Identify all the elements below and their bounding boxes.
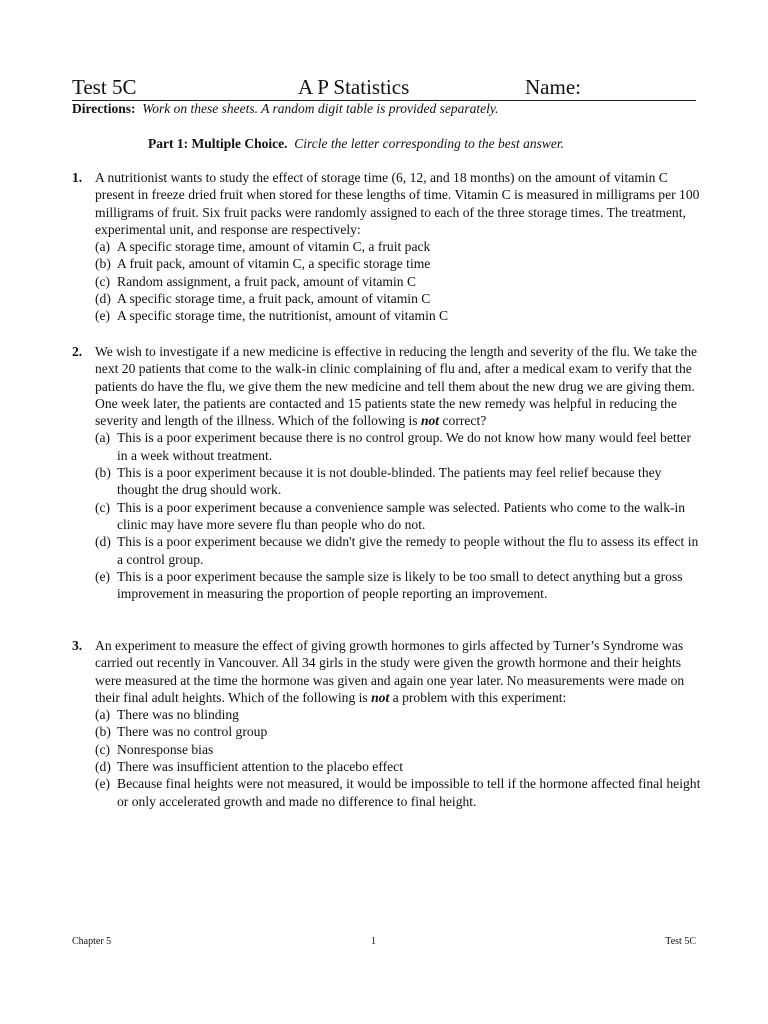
option-text: This is a poor experiment because the sample size is likely to be too small to detect anything but a gross improvement in measuring the proportion of people reporting an improvement. xyxy=(117,568,683,602)
footer-test-label: Test 5C xyxy=(665,936,696,947)
question-stem xyxy=(95,637,702,706)
answer-options xyxy=(95,238,702,324)
option-text: Random assignment, a fruit pack, amount of vitamin C xyxy=(117,273,417,289)
option-d[interactable] xyxy=(95,533,702,568)
course-title: A P Statistics xyxy=(298,75,410,99)
option-e[interactable] xyxy=(95,568,702,603)
option-a[interactable] xyxy=(95,429,702,464)
option-b[interactable] xyxy=(95,255,702,272)
option-c[interactable] xyxy=(95,741,702,758)
answer-options xyxy=(95,429,702,602)
test-label: Test 5C xyxy=(72,75,137,99)
option-letter: (d) xyxy=(95,534,111,550)
option-c[interactable] xyxy=(95,499,702,534)
option-e[interactable] xyxy=(95,775,702,810)
question-number: 1. xyxy=(72,170,83,185)
option-text: There was insufficient attention to the placebo effect xyxy=(117,759,403,775)
question-3 xyxy=(72,637,702,810)
option-letter: (c) xyxy=(95,741,111,757)
question-number: 2. xyxy=(72,344,83,359)
option-a[interactable] xyxy=(95,238,702,255)
option-a[interactable] xyxy=(95,706,702,723)
option-text: This is a poor experiment because there is no control group. We do not know how many would feel better in a week without treatment. xyxy=(117,430,691,463)
footer-chapter: Chapter 5 xyxy=(72,936,112,947)
stem-text: An experiment to measure the effect of giving growth hormones to girls affected by Turner’s Syndrome was carried out recently in Vancouver. All 34 girls in the study were given the growth hormone and their heights were measured at the time the hormone was given and again one year later. No measurements were made on their final adult heights. Which of the following is xyxy=(95,638,685,705)
option-text: Because final heights were not measured, it would be impossible to tell if the hormone affected final height or only accelerated growth and made no difference to final height. xyxy=(117,776,701,809)
part-heading xyxy=(148,135,708,152)
option-letter: (b) xyxy=(95,256,111,272)
option-text: A specific storage time, a fruit pack, amount of vitamin C xyxy=(117,291,431,307)
option-text: There was no blinding xyxy=(117,707,239,723)
option-b[interactable] xyxy=(95,464,702,499)
option-b[interactable] xyxy=(95,723,702,740)
option-text: This is a poor experiment because it is not double-blinded. The patients may feel relief because they thought the drug should work. xyxy=(117,465,662,498)
option-letter: (a) xyxy=(95,707,111,723)
option-letter: (b) xyxy=(95,724,111,740)
option-text: A specific storage time, amount of vitamin C, a fruit pack xyxy=(117,239,431,255)
question-stem: A nutritionist wants to study the effect of storage time (6, 12, and 18 months) on the amount of vitamin C present in freeze dried fruit when stored for these lengths of time. Vitamin C is measured in milligrams per 100 milligrams of fruit. Six fruit packs were randomly assigned to each of the three storage times. The treatment, experimental unit, and response are respectively: xyxy=(95,170,700,237)
option-text: This is a poor experiment because we didn't give the remedy to people without the flu to assess its effect in a control group. xyxy=(117,534,699,567)
stem-text: We wish to investigate if a new medicine is effective in reducing the length and severity of the flu. We take the next 20 patients that come to the walk-in clinic complaining of flu and, after a medical exam to verify that the patients do have the flu, we give them the new medicine and tell them about the new drug we are giving them. One week later, the patients are contacted and 15 patients state the new remedy was helpful in reducing the severity and length of the illness. Which of the following is xyxy=(95,344,698,429)
option-c[interactable] xyxy=(95,273,702,290)
stem-text-end: a problem with this experiment: xyxy=(389,689,567,705)
option-d[interactable] xyxy=(95,290,702,307)
directions-text: Work on these sheets. A random digit table is provided separately. xyxy=(142,101,499,116)
question-1 xyxy=(72,169,702,325)
directions xyxy=(72,100,702,117)
stem-emphasis: not xyxy=(420,413,440,429)
option-d[interactable] xyxy=(95,758,702,775)
question-2 xyxy=(72,343,702,602)
part-instruction: Circle the letter corresponding to the best answer. xyxy=(294,136,564,151)
option-text: A specific storage time, the nutritionist, amount of vitamin C xyxy=(117,308,449,324)
option-letter: (a) xyxy=(95,430,111,446)
question-number: 3. xyxy=(72,638,83,653)
question-stem xyxy=(95,343,702,429)
option-letter: (d) xyxy=(95,759,111,775)
page-number: 1 xyxy=(371,936,376,947)
option-e[interactable] xyxy=(95,307,702,324)
name-label: Name: xyxy=(525,75,581,99)
part-label: Part 1: Multiple Choice. xyxy=(148,136,288,151)
option-letter: (e) xyxy=(95,776,111,792)
page-footer xyxy=(72,935,696,949)
page-header xyxy=(72,74,696,101)
option-text: Nonresponse bias xyxy=(117,741,214,757)
option-letter: (d) xyxy=(95,291,111,307)
option-letter: (c) xyxy=(95,499,111,515)
option-letter: (a) xyxy=(95,239,111,255)
option-letter: (b) xyxy=(95,465,111,481)
option-text: There was no control group xyxy=(117,724,268,740)
option-text: A fruit pack, amount of vitamin C, a specific storage time xyxy=(117,256,431,272)
answer-options xyxy=(95,706,702,810)
directions-label: Directions: xyxy=(72,101,136,116)
option-text: This is a poor experiment because a convenience sample was selected. Patients who come to the walk-in clinic may have more severe flu than people who do not. xyxy=(117,499,686,532)
stem-emphasis: not xyxy=(371,689,390,705)
option-letter: (e) xyxy=(95,568,111,584)
option-letter: (c) xyxy=(95,273,111,289)
stem-text-end: correct? xyxy=(439,413,487,429)
option-letter: (e) xyxy=(95,308,111,324)
